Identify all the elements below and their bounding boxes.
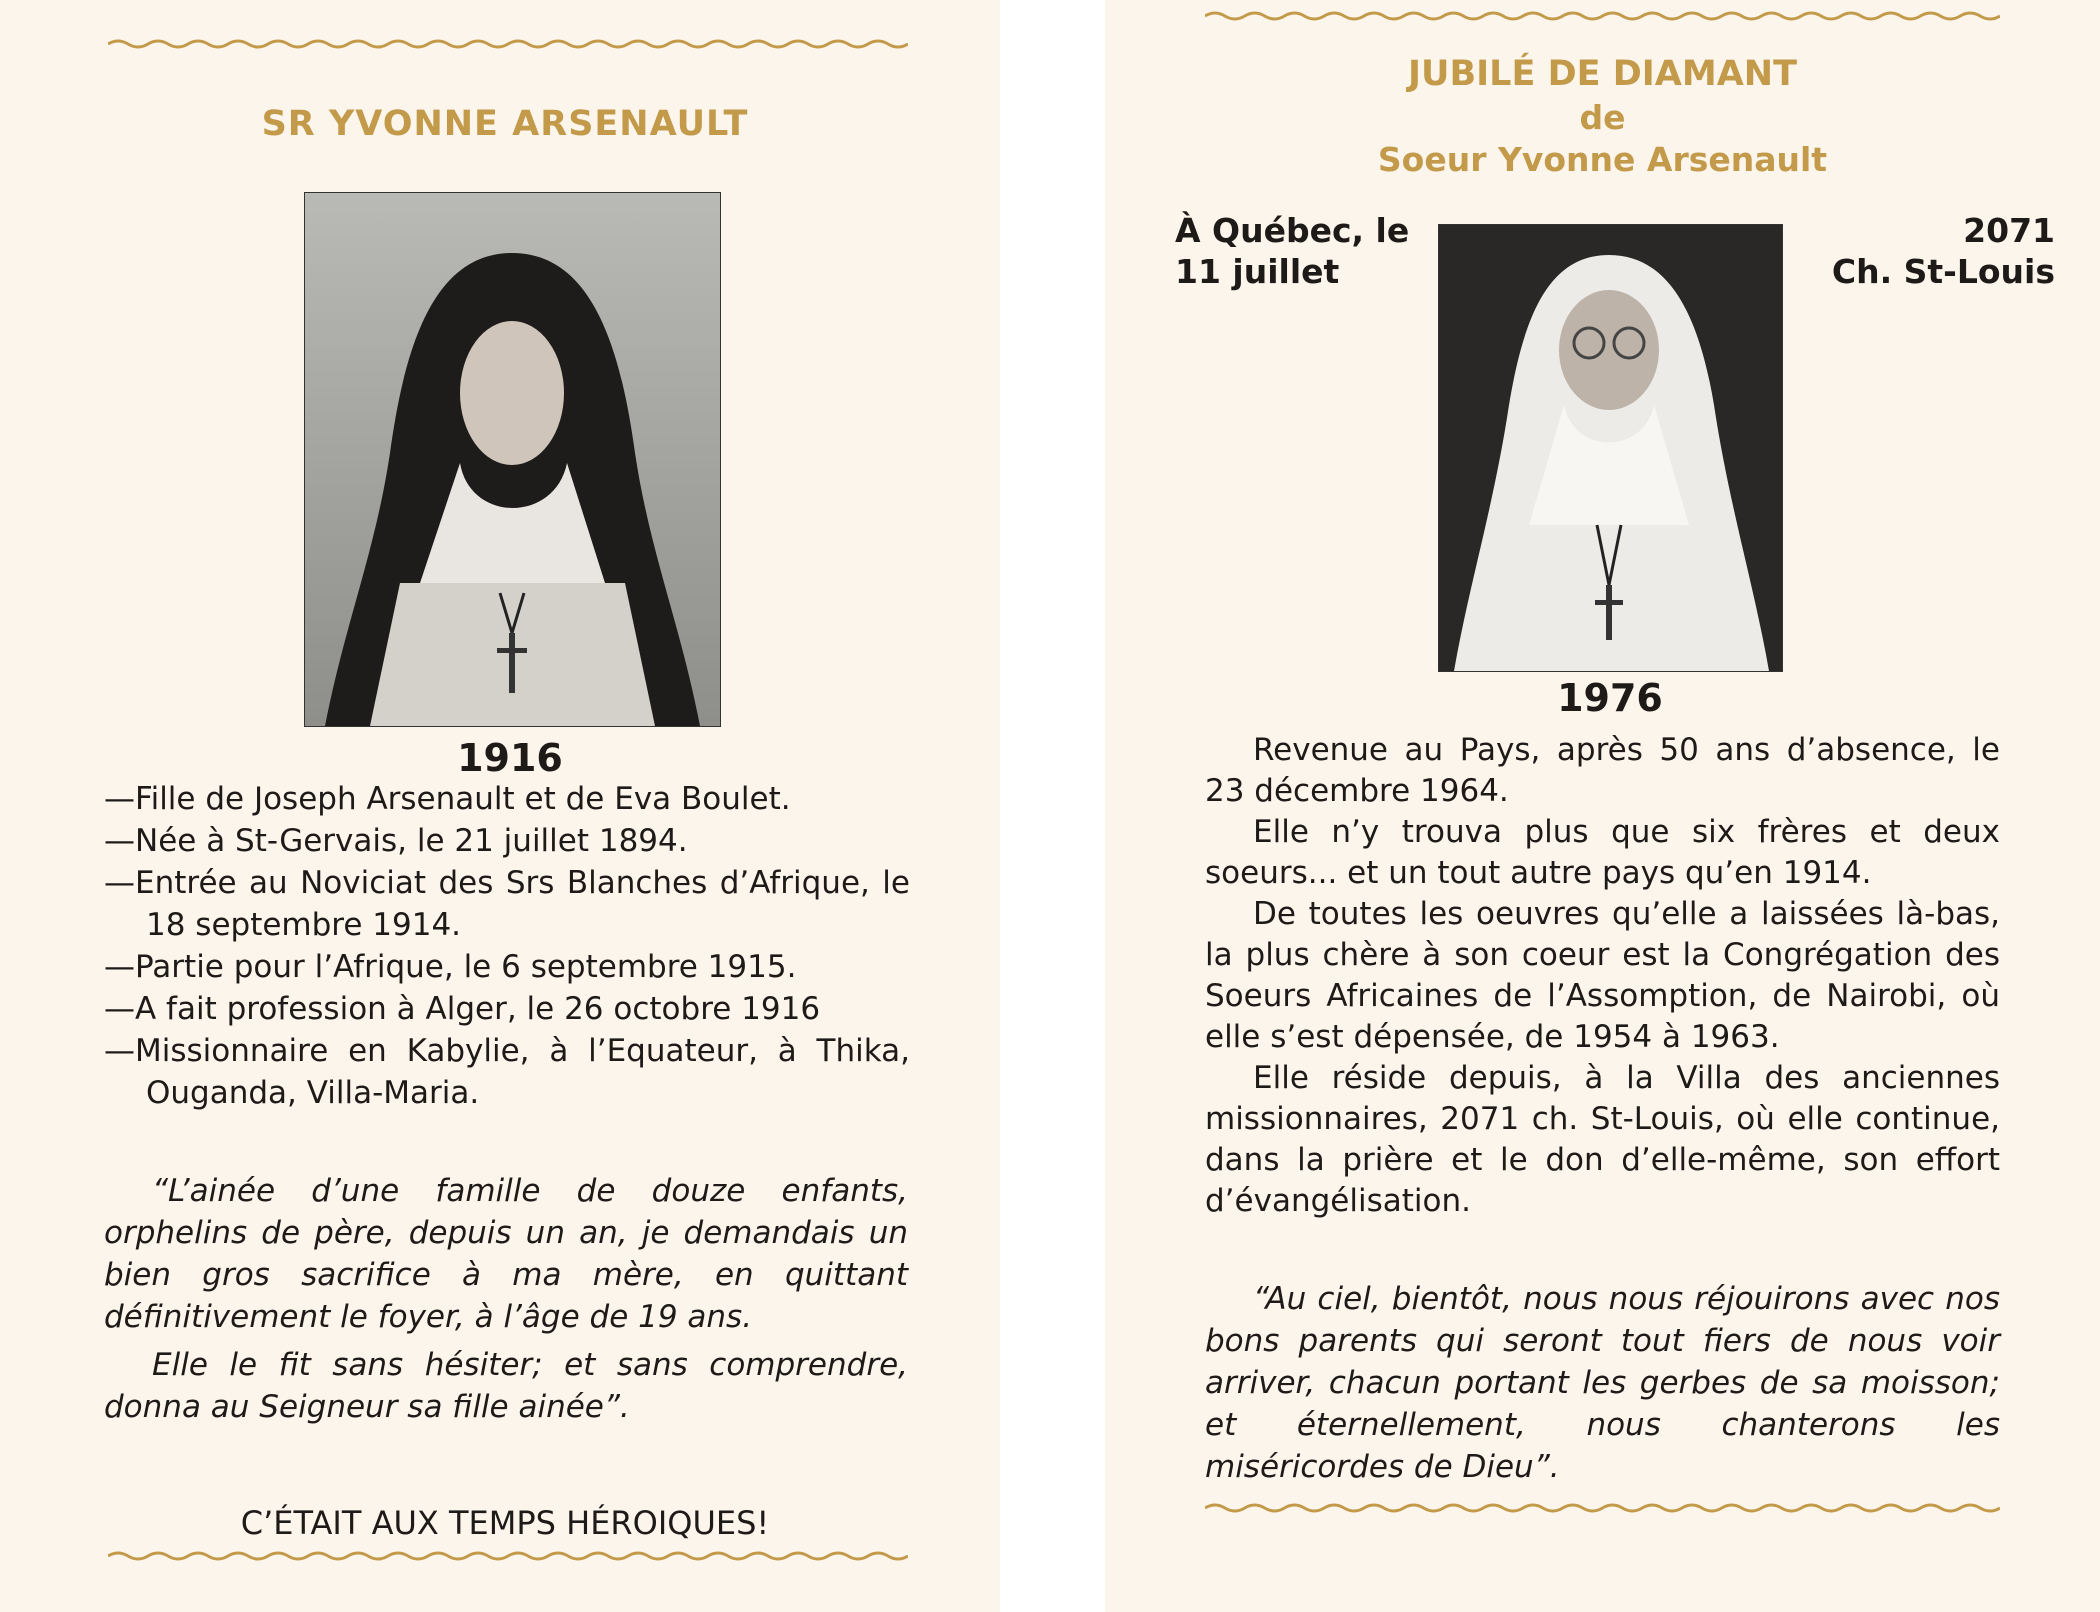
address-street: Ch. St-Louis (1831, 252, 2055, 291)
bio-item: —Fille de Joseph Arsenault et de Eva Boulet. (104, 781, 791, 817)
body-paragraph: Elle n’y trouva plus que six frères et deux soeurs... et un tout autre pays qu’en 1914. (1205, 814, 2000, 891)
bio-list (104, 778, 910, 1114)
right-page (1105, 0, 2100, 1612)
photo-elderly-nun (1438, 224, 1783, 672)
bio-item: —Missionnaire en Kabylie, à l’Equateur, à Thika, Ouganda, Villa-Maria. (104, 1033, 910, 1111)
date-line: 11 juillet (1175, 252, 1340, 291)
left-quote (104, 1170, 908, 1428)
closing-line: C’ÉTAIT AUX TEMPS HÉROIQUES! (240, 1504, 770, 1542)
bio-item: —A fait profession à Alger, le 26 octobre 1916 (104, 991, 821, 1027)
quote-paragraph: “Au ciel, bientôt, nous nous réjouirons avec nos bons parents qui seront tout fiers de nous voir arriver, chacun portant les gerbes de sa moisson; et éternellement, nous chanterons les miséricordes de Dieu”. (1205, 1281, 2000, 1485)
top-wavy-rule (108, 36, 908, 52)
jubilee-de: de (1579, 98, 1626, 137)
left-year: 1916 (457, 736, 563, 780)
jubilee-name: Soeur Yvonne Arsenault (1377, 140, 1828, 179)
photo-young-nun (304, 192, 721, 727)
left-title: SR YVONNE ARSENAULT (261, 104, 749, 144)
bottom-wavy-rule (1205, 1500, 2000, 1516)
body-paragraph: Revenue au Pays, après 50 ans d’absence, le 23 décembre 1964. (1205, 732, 2000, 809)
jubilee-title: JUBILÉ DE DIAMANT (1408, 54, 1797, 94)
quote-paragraph: Elle le fit sans hésiter; et sans comprendre, donna au Seigneur sa fille ainée”. (104, 1347, 908, 1425)
bio-item: —Née à St-Gervais, le 21 juillet 1894. (104, 823, 688, 859)
right-year: 1976 (1557, 676, 1663, 720)
body-paragraph: Elle réside depuis, à la Villa des anciennes missionnaires, 2071 ch. St-Louis, où elle continue, dans la prière et le don d’elle-même, son effort d’évangélisation. (1205, 1060, 2000, 1219)
top-wavy-rule (1205, 8, 2000, 24)
quote-paragraph: “L’ainée d’une famille de douze enfants, orphelins de père, depuis un an, je demandais un bien gros sacrifice à ma mère, en quittant définitivement le foyer, à l’âge de 19 ans. (104, 1173, 908, 1335)
right-quote (1205, 1278, 2000, 1488)
bio-item: —Entrée au Noviciat des Srs Blanches d’Afrique, le 18 septembre 1914. (104, 865, 910, 943)
address-number: 2071 (1963, 211, 2055, 250)
left-page (0, 0, 1000, 1612)
right-body (1205, 730, 2000, 1222)
address (1795, 210, 2055, 292)
bio-item: —Partie pour l’Afrique, le 6 septembre 1915. (104, 949, 797, 985)
body-paragraph: De toutes les oeuvres qu’elle a laissées là-bas, la plus chère à son coeur est la Congrégation des Soeurs Africaines de l’Assomption, de Nairobi, où elle s’est dépensée, de 1954 à 1963. (1205, 896, 2000, 1055)
place-date (1175, 210, 1435, 292)
bottom-wavy-rule (108, 1548, 908, 1564)
place-line: À Québec, le (1175, 211, 1410, 250)
